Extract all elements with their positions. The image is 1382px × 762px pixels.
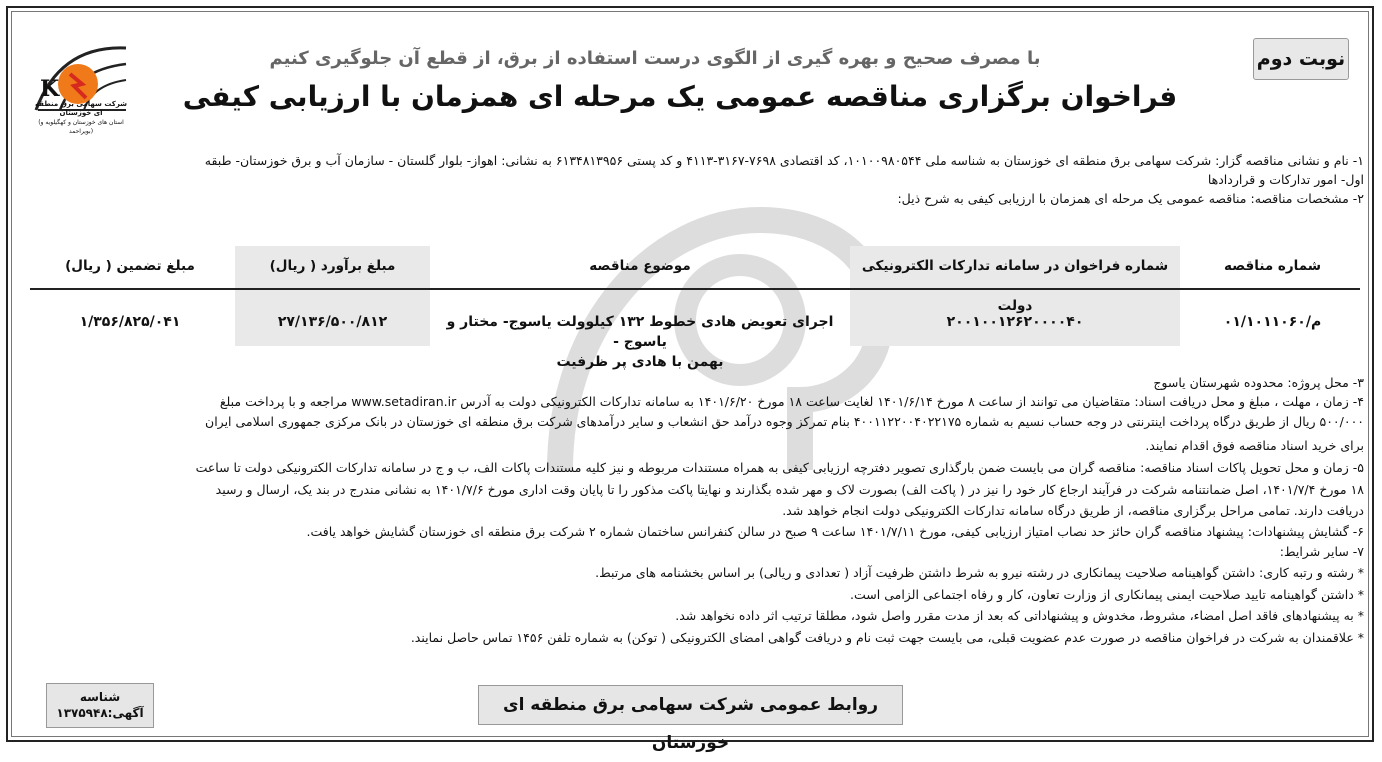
body-line: ۳- محل پروژه: محدوده شهرستان یاسوج: [1153, 375, 1364, 390]
publisher-box: روابط عمومی شرکت سهامی برق منطقه ای خوزستان: [478, 685, 903, 725]
body-line: * علاقمندان به شرکت در فراخوان مناقصه در صورت عدم عضویت قبلی، می بایست جهت ثبت نام و دریافت گواهی امضای الکترونیکی ( توکن) به شماره تلفن ۱۴۵۶ تماس حاصل نمایند.: [410, 630, 1364, 645]
header-system-no: شماره فراخوان در سامانه تدارکات الکترونیکی دولت: [861, 258, 1169, 314]
table-header-divider: [30, 288, 1360, 290]
logo-caption-line2: (استان های خوزستان و کهگیلویه و بویراحمد): [38, 119, 124, 135]
slogan-subtitle: با مصرف صحیح و بهره گیری از الگوی درست استفاده از برق، از قطع آن جلوگیری کنیم: [269, 48, 1041, 69]
cell-guarantee: ۱/۳۵۶/۸۲۵/۰۴۱: [79, 314, 181, 330]
logo-caption-line1: شرکت سهامی برق منطقه ای خوزستان: [34, 100, 128, 117]
body-line: ۵۰۰/۰۰۰ ریال از طریق درگاه پرداخت اینترنتی در وجه حساب نسیم به شماره ۴۰۰۱۱۲۲۰۰۴۰۲۲۱۷۵ بنام تمرکز وجوه درآمد حق انشعاب و سایر درآمدهای شرکت برق منطقه ای خوزستان در بانک مرکزی جمهوری اسلامی ایران: [205, 414, 1364, 429]
ad-id-label: شناسه: [79, 690, 121, 704]
header-tender-no: شماره مناقصه: [1223, 258, 1322, 274]
cell-system-no: ۲۰۰۱۰۰۱۲۶۲۰۰۰۰۴۰: [946, 314, 1084, 330]
body-line: برای خرید اسناد مناقصه فوق اقدام نمایند.: [1145, 438, 1364, 453]
body-line: ۷- سایر شرایط:: [1279, 544, 1364, 559]
body-line: دریافت دارند. تمامی مراحل برگزاری مناقصه، از طریق درگاه سامانه تدارکات الکترونیکی دولت انجام خواهد شد.: [782, 503, 1364, 518]
intro-line-3: ۲- مشخصات مناقصه: مناقصه عمومی یک مرحله ای همزمان با ارزیابی کیفی به شرح ذیل:: [897, 191, 1364, 206]
ad-id-value: آگهی:۱۳۷۵۹۴۸: [56, 706, 144, 720]
header-estimate: مبلغ برآورد ( ریال): [269, 258, 396, 274]
cell-tender-no: م/۰۱/۱۰۱۱۰۶۰: [1223, 314, 1322, 330]
body-line: ۵- زمان و محل تحویل پاکات اسناد مناقصه: مناقصه گران می بایست ضمن بارگذاری تصویر دفترچه ارزیابی کیفی به همراه مستندات مربوطه و نیز کلیه مستندات پاکات الف، ب و ج در سامانه تدارکات الکترونیکی دولت تا ساعت: [195, 460, 1364, 475]
cell-estimate: ۲۷/۱۳۶/۵۰۰/۸۱۲: [277, 314, 388, 330]
intro-line-2: اول- امور تدارکات و قراردادها: [1207, 172, 1364, 187]
header-subject: موضوع مناقصه: [589, 258, 691, 274]
body-line: * رشته و رتبه کاری: داشتن گواهینامه صلاحیت پیمانکاری در رشته نیرو به شرط داشتن ظرفیت آزاد ( تعدادی و ریالی) بر اساس بخشنامه های مرتبط.: [595, 565, 1364, 580]
ad-id-box: [46, 683, 154, 728]
page-title: فراخوان برگزاری مناقصه عمومی یک مرحله ای همزمان با ارزیابی کیفی: [182, 80, 1178, 113]
body-line: * داشتن گواهینامه تایید صلاحیت ایمنی پیمانکاری از وزارت تعاون، کار و رفاه اجتماعی الزامی است.: [850, 587, 1364, 602]
logo-caption: [30, 100, 132, 136]
body-line: ۶- گشایش پیشنهادات: پیشنهاد مناقصه گران حائز حد نصاب امتیاز ارزیابی کیفی، مورخ ۱۴۰۱/۷/۱۱ ساعت ۹ صبح در سالن کنفرانس ساختمان شماره ۲ شرکت برق منطقه ای خوزستان گشایش خواهد یافت.: [306, 524, 1364, 539]
cell-subject-line1: اجرای تعویض هادی خطوط ۱۳۲ کیلوولت یاسوج- مختار و یاسوج -: [446, 314, 834, 350]
body-line: ۱۸ مورخ ۱۴۰۱/۷/۴، اصل ضمانتنامه شرکت در فرآیند ارجاع کار خود را نیز در ( پاکت الف) بصورت لاک و مهر شده بگذارند و نهایتا پاکت مذکور را تا پایان وقت اداری مورخ ۱۴۰۱/۷/۶ به نشانی مندرج در بند یک، ارسال و رسید: [215, 482, 1364, 497]
body-line: * به پیشنهادهای فاقد اصل امضاء، مشروط، مخدوش و پیشنهاداتی که بعد از مدت مقرر واصل شود، مطلقا ترتیب اثر داده نخواهد شد.: [675, 608, 1364, 623]
cell-subject: [440, 312, 840, 372]
svg-text:K: K: [40, 76, 60, 102]
header-guarantee: مبلغ تضمین ( ریال): [65, 258, 195, 274]
intro-line-1: ۱- نام و نشانی مناقصه گزار: شرکت سهامی برق منطقه ای خوزستان به شناسه ملی ۱۰۱۰۰۹۸۰۵۴۴، کد اقتصادی ۷۶۹۸-۳۱۶۷-۴۱۱۳ و کد پستی ۶۱۳۴۸۱۳۹۵۶ به نشانی: اهواز- بلوار گلستان - سازمان آب و برق خوزستان- طبقه: [204, 153, 1364, 168]
body-line: ۴- زمان ، مهلت ، مبلغ و محل دریافت اسناد: متقاضیان می توانند از ساعت ۸ مورخ ۱۴۰۱/۶/۱۴ لغایت ساعت ۱۸ مورخ ۱۴۰۱/۶/۲۰ به سامانه تدارکات الکترونیکی دولت به آدرس www.setadiran.ir مراجعه و با پرداخت مبلغ: [219, 394, 1364, 409]
second-notice-badge: نوبت دوم: [1253, 38, 1349, 80]
cell-subject-line2: بهمن با هادی پر ظرفیت: [556, 354, 724, 370]
